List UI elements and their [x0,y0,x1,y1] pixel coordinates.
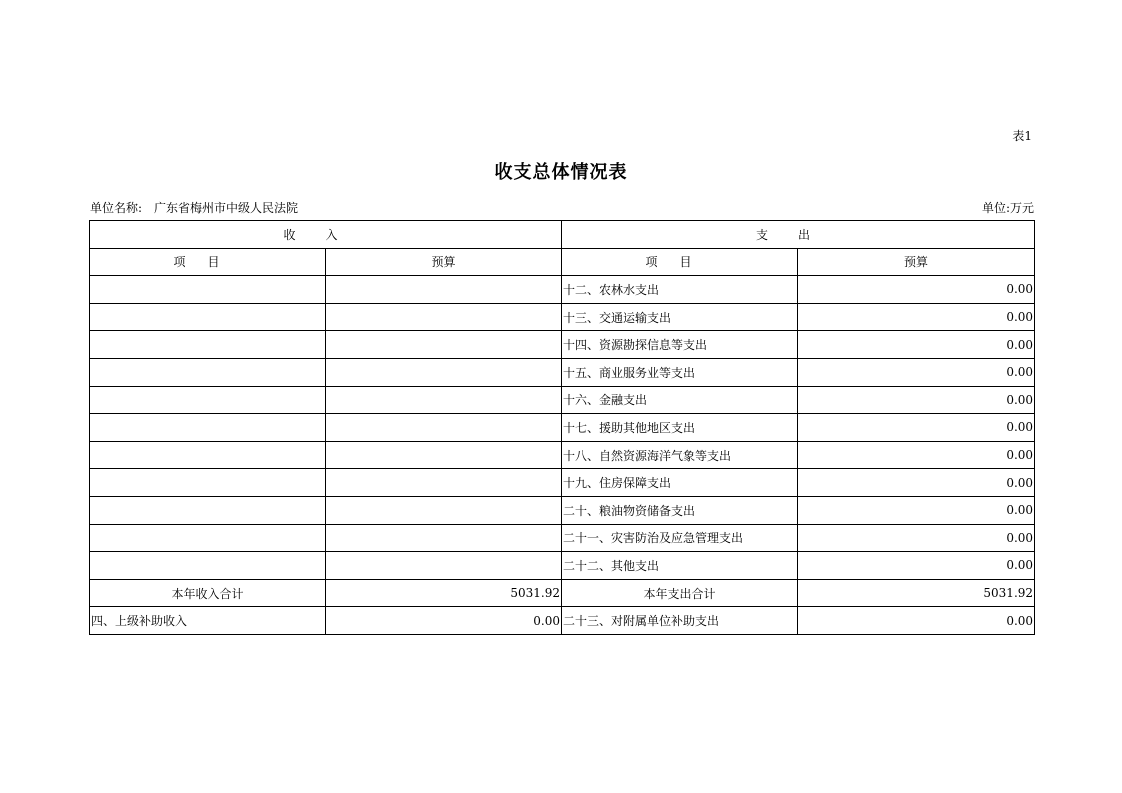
unit-name-block [90,199,298,216]
page-title: 收支总体情况表 [494,162,628,183]
expense-item-cell: 十八、自然资源海洋气象等支出 [562,441,798,469]
income-header: 收入 [90,221,562,249]
table-row [90,607,1035,635]
income-item-cell [90,276,326,304]
expense-item-cell: 十四、资源勘探信息等支出 [562,331,798,359]
expense-item-cell: 十九、住房保障支出 [562,469,798,497]
unit-name-value: 广东省梅州市中级人民法院 [154,201,299,215]
income-item-cell [90,386,326,414]
income-item-cell [90,303,326,331]
expense-item-cell: 十二、农林水支出 [562,276,798,304]
table-row [90,441,1035,469]
expense-budget-cell: 0.00 [798,358,1035,386]
expense-total-value: 5031.92 [798,579,1035,607]
income-item-cell [90,441,326,469]
income-budget-cell [326,469,562,497]
unit-name-label: 单位名称: [90,201,143,215]
expense-budget-cell: 0.00 [798,414,1035,442]
expense-item-cell: 二十二、其他支出 [562,552,798,580]
expense-budget-cell: 0.00 [798,276,1035,304]
income-budget-cell [326,276,562,304]
table-row [90,331,1035,359]
expense-budget-cell: 0.00 [798,607,1035,635]
expense-budget-cell: 0.00 [798,524,1035,552]
expense-item-cell: 二十三、对附属单位补助支出 [562,607,798,635]
income-budget-cell [326,303,562,331]
income-item-cell [90,469,326,497]
budget-table [89,220,1035,635]
table-row [90,303,1035,331]
expense-budget-cell: 0.00 [798,331,1035,359]
table-row [90,552,1035,580]
totals-row [90,579,1035,607]
table-number: 表1 [1012,129,1032,143]
income-total-value: 5031.92 [326,579,562,607]
expense-budget-header: 预算 [798,248,1035,276]
table-row [90,358,1035,386]
table-row [90,276,1035,304]
income-budget-cell [326,552,562,580]
expense-item-cell: 二十、粮油物资储备支出 [562,496,798,524]
expense-budget-cell: 0.00 [798,496,1035,524]
expense-item-header: 项目 [562,248,798,276]
income-item-cell: 四、上级补助收入 [90,607,326,635]
income-item-cell [90,496,326,524]
expense-budget-cell: 0.00 [798,303,1035,331]
expense-budget-cell: 0.00 [798,552,1035,580]
income-budget-cell [326,386,562,414]
expense-total-label: 本年支出合计 [562,579,798,607]
income-budget-cell [326,358,562,386]
table-row [90,414,1035,442]
expense-item-cell: 十六、金融支出 [562,386,798,414]
currency-unit: 单位:万元 [981,201,1034,215]
income-item-cell [90,358,326,386]
table-row [90,469,1035,497]
expense-budget-cell: 0.00 [798,386,1035,414]
table-row [90,386,1035,414]
income-item-cell [90,414,326,442]
expense-item-cell: 二十一、灾害防治及应急管理支出 [562,524,798,552]
income-item-cell [90,524,326,552]
header-row-columns [90,248,1035,276]
income-total-label: 本年收入合计 [90,579,326,607]
expense-item-cell: 十七、援助其他地区支出 [562,414,798,442]
income-budget-cell [326,414,562,442]
expense-budget-cell: 0.00 [798,441,1035,469]
income-budget-cell [326,331,562,359]
income-item-cell [90,552,326,580]
expense-item-cell: 十三、交通运输支出 [562,303,798,331]
expense-item-cell: 十五、商业服务业等支出 [562,358,798,386]
expense-budget-cell: 0.00 [798,469,1035,497]
income-item-header: 项目 [90,248,326,276]
header-row-group [90,221,1035,249]
table-row [90,496,1035,524]
income-budget-cell: 0.00 [326,607,562,635]
income-budget-header: 预算 [326,248,562,276]
income-budget-cell [326,496,562,524]
income-budget-cell [326,441,562,469]
table-row [90,524,1035,552]
income-item-cell [90,331,326,359]
income-budget-cell [326,524,562,552]
expense-header: 支出 [562,221,1035,249]
